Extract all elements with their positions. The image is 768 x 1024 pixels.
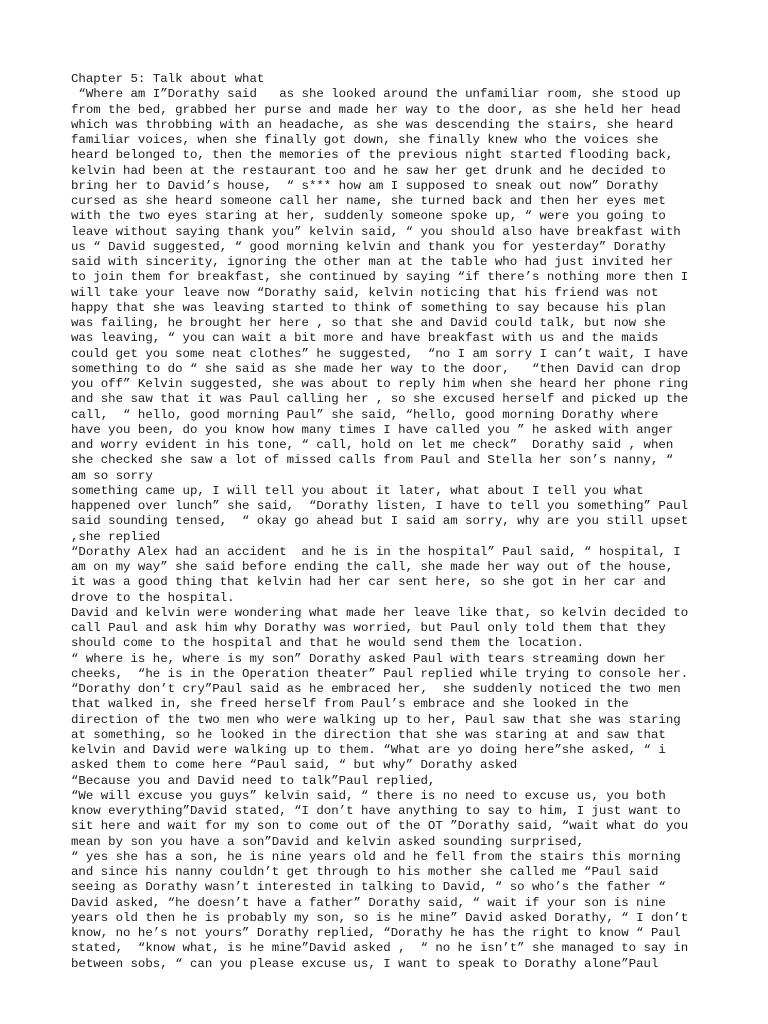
text-line: she checked she saw a lot of missed calls from Paul and Stella her son’s nanny, “	[71, 453, 674, 468]
text-line: from the bed, grabbed her purse and made her way to the door, as she held her head	[71, 102, 681, 117]
text-line: bring her to David’s house, “ s*** how am I supposed to sneak out now” Dorathy	[71, 178, 659, 193]
text-line: am so sorry	[71, 468, 153, 483]
text-line: familiar voices, when she finally got down, she finally knew who the voices she	[71, 133, 659, 147]
text-line: and she saw that it was Paul calling her , so she excused herself and picked up the	[71, 392, 689, 407]
text-line: years old then he is probably my son, so is he mine” David asked Dorathy, “ I don’t	[71, 910, 689, 925]
text-line: happened over lunch” she said, “Dorathy listen, I have to tell you something” Paul	[71, 499, 689, 513]
text-line: which was throbbing with an headache, as she was descending the stairs, she heard	[71, 117, 674, 132]
text-line: said sounding tensed, “ okay go ahead but I said am sorry, why are you still upset	[71, 514, 689, 529]
text-line: know everything”David stated, “I don’t have anything to say to him, I just want to	[71, 804, 681, 818]
text-line: happy that she was leaving started to think of something to say because his plan	[71, 300, 666, 315]
document-page	[71, 72, 711, 972]
text-line: sit here and wait for my son to come out of the OT ”Dorathy said, “wait what do you	[71, 819, 689, 834]
text-line: could get you some neat clothes” he suggested, “no I am sorry I can’t wait, I have	[71, 346, 689, 361]
text-line: said with sincerity, ignoring the other man at the table who had just invited her	[71, 255, 674, 269]
text-line: kelvin had been at the restaurant too and he saw her get drunk and he decided to	[71, 163, 666, 178]
text-line: have you been, do you know how many times I have called you ” he asked with anger	[71, 422, 674, 437]
text-line: drove to the hospital.	[71, 590, 235, 605]
text-line: seeing as Dorathy wasn’t interested in talking to David, “ so who’s the father “	[71, 880, 666, 895]
text-line: something came up, I will tell you about it later, what about I tell you what	[71, 483, 644, 498]
text-line: that walked in, she freed herself from Paul’s embrace and she looked in the	[71, 697, 629, 712]
text-line: am on my way” she said before ending the call, she made her way out of the house,	[71, 560, 674, 574]
text-line: at something, so he looked in the direction that she was staring at and saw that	[71, 727, 666, 742]
text-line: it was a good thing that kelvin had her car sent here, so she got in her car and	[71, 575, 666, 590]
text-line: something to do “ she said as she made her way to the door, “then David can drop	[71, 361, 681, 376]
text-line: should come to the hospital and that he would send them the location.	[71, 636, 585, 651]
text-line: was failing, he brought her here , so that she and David could talk, but now she	[71, 316, 666, 330]
text-line: ,she replied	[71, 529, 161, 544]
text-line: “We will excuse you guys” kelvin said, “ there is no need to excuse us, you both	[71, 788, 666, 803]
text-line: “Dorathy Alex had an accident and he is in the hospital” Paul said, “ hospital, I	[71, 544, 681, 559]
text-line: David and kelvin were wondering what made her leave like that, so kelvin decided to	[71, 605, 689, 620]
text-line: “Dorathy don’t cry”Paul said as he embraced her, she suddenly noticed the two men	[71, 682, 681, 696]
text-line: David asked, “he doesn’t have a father” Dorathy said, “ wait if your son is nine	[71, 895, 666, 910]
text-line: with the two eyes staring at her, suddenly someone spoke up, “ were you going to	[71, 209, 666, 224]
text-line: “Because you and David need to talk”Paul replied,	[71, 773, 436, 788]
text-line: and worry evident in his tone, “ call, hold on let me check” Dorathy said , when	[71, 438, 674, 452]
text-line: “ yes she has a son, he is nine years old and he fell from the stairs this morning	[71, 849, 681, 864]
text-line: you off” Kelvin suggested, she was about to reply him when she heard her phone ring	[71, 377, 689, 391]
text-line: cursed as she heard someone call her name, she turned back and then her eyes met	[71, 194, 666, 208]
text-line: asked them to come here “Paul said, “ but why” Dorathy asked	[71, 758, 518, 773]
text-line: direction of the two men who were walking up to her, Paul saw that she was staring	[71, 712, 681, 727]
text-line: was leaving, “ you can wait a bit more and have breakfast with us and the maids	[71, 331, 659, 346]
text-line: heard belonged to, then the memories of the previous night started flooding back,	[71, 148, 674, 163]
text-line: us “ David suggested, “ good morning kelvin and thank you for yesterday” Dorathy	[71, 239, 666, 254]
text-line: call, “ hello, good morning Paul” she said, “hello, good morning Dorathy where	[71, 407, 659, 422]
text-line: “Where am I”Dorathy said as she looked around the unfamiliar room, she stood up	[71, 87, 681, 102]
text-line: leave without saying thank you” kelvin said, “ you should also have breakfast with	[71, 224, 681, 239]
text-line: call Paul and ask him why Dorathy was worried, but Paul only told them that they	[71, 621, 666, 635]
text-line: kelvin and David were walking up to them. “What are yo doing here”she asked, “ i	[71, 743, 666, 757]
text-line: between sobs, “ can you please excuse us, I want to speak to Dorathy alone”Paul	[71, 956, 659, 971]
text-line: mean by son you have a son”David and kelvin asked sounding surprised,	[71, 834, 585, 849]
text-line: cheeks, “he is in the Operation theater” Paul replied while trying to console her.	[71, 666, 689, 681]
text-line: stated, “know what, is he mine”David asked , “ no he isn’t” she managed to say in	[71, 941, 689, 956]
text-line: will take your leave now “Dorathy said, kelvin noticing that his friend was not	[71, 285, 659, 300]
text-line: know, no he’s not yours” Dorathy replied, “Dorathy he has the right to know “ Paul	[71, 926, 681, 940]
text-line: to join them for breakfast, she continued by saying “if there’s nothing more then I	[71, 270, 689, 285]
text-line: and since his nanny couldn’t get through to his mother she called me “Paul said	[71, 865, 659, 879]
text-line: “ where is he, where is my son” Dorathy asked Paul with tears streaming down her	[71, 651, 666, 666]
chapter-title: Chapter 5: Talk about what	[71, 72, 265, 86]
